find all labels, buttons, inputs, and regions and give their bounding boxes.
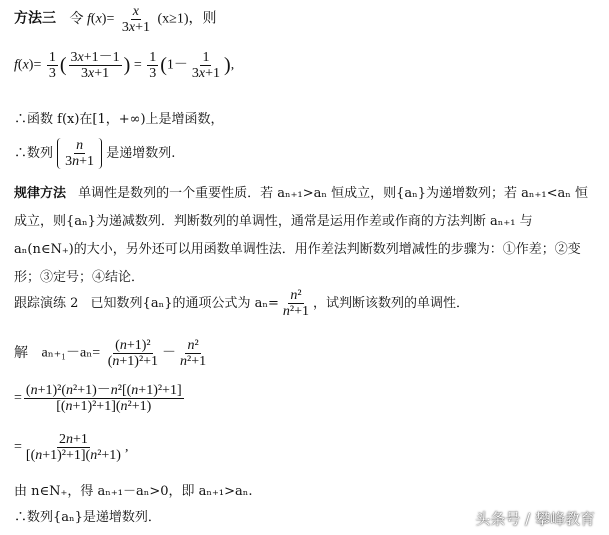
fraction-1-over-3x1: $\frac{1}{3x+1}$: [191, 50, 221, 81]
method3-line: 方法三 令 f(x)= $\frac{x}{3x+1}$ (x≥1)，则: [14, 4, 217, 35]
solution-line-1: 解 aₙ₊₁－aₙ= $\frac{\text{(n+1)²}}{\text{(n+1)²+1}}$ － $\frac{\text{n²}}{\text{n²+1}}$: [14, 338, 207, 369]
rule-text: 单调性是数列的一个重要性质．若 aₙ₊₁>aₙ 恒成立，则{aₙ}为递增数列；若 aₙ₊₁<aₙ 恒成立，则{aₙ}为递减数列．判断数列的单调性，通常是运用作差或作商的方法判断 aₙ₊₁ 与 aₙ(n∈N₊)的大小，另外还可以用函数单调性法．用作差法判断数列增减性的步骤为：①作差；②变形；③定号；④结论．: [14, 186, 589, 285]
fraction-one-third-2: $\frac{1}{3}$: [149, 50, 157, 81]
practice-line: 跟踪演练 2 已知数列{aₙ}的通项公式为 aₙ= $\frac{\text{n²}}{\text{n²+1}}$ ，试判断该数列的单调性．: [14, 288, 469, 319]
increasing-function-line: ∴函数 f(x)在[1，+∞)上是增函数，: [14, 112, 224, 127]
increasing-sequence-line: ∴数列 $\frac{n}{3n+1}$ 是递增数列.: [14, 138, 176, 169]
fraction-one-third: $\frac{1}{3}$: [48, 50, 56, 81]
fraction-nsq: $\frac{\text{n²}}{\text{n²+1}}$: [180, 338, 207, 369]
solution-label: 解: [14, 345, 28, 361]
fraction-n2-over-n2p1: $\frac{\text{n²}}{\text{n²+1}}$: [282, 288, 309, 319]
fx-symbol: f: [87, 11, 91, 27]
rule-title: 规律方法: [14, 186, 67, 201]
fraction-n1sq: $\frac{\text{(n+1)²}}{\text{(n+1)²+1}}$: [107, 338, 159, 369]
rule-paragraph: [14, 180, 594, 292]
method3-cond: (x≥1)，则: [157, 11, 217, 27]
fx-expansion-line: f(x)= $\frac{1}{3}$ ( $\frac{3x+1-1}{3x+1}$ ) = $\frac{1}{3}$ (1－ $\frac{1}{3x+1}$ ),: [14, 50, 235, 81]
fraction-result: $\frac{2n+1}{\text{[(n+1)²+1](n²+1)}}$: [25, 432, 121, 463]
practice-title: 跟踪演练 2: [14, 296, 79, 311]
solution-line-3: = $\frac{2n+1}{\text{[(n+1)²+1](n²+1)}}$ ,: [14, 432, 129, 463]
method3-label: 方法三: [14, 11, 56, 27]
sequence-braces: $\frac{n}{3n+1}$: [57, 138, 102, 169]
conclusion-line-2: ∴数列{aₙ}是递增数列．: [14, 510, 161, 525]
fraction-x-over-3x1: $\frac{x}{3x+1}$: [121, 4, 150, 35]
method3-let: 令: [69, 11, 84, 27]
solution-line-2: = $\frac{\text{(n+1)²(n²+1)－n²[(n+1)²+1]}}{\text{[(n+1)²+1](n²+1)}}$: [14, 383, 182, 414]
fraction-3x1-minus1: $\frac{3x+1-1}{3x+1}$: [70, 50, 120, 81]
watermark-text: 头条号 / 攀峰教育: [475, 510, 595, 528]
fraction-combined: $\frac{\text{(n+1)²(n²+1)－n²[(n+1)²+1]}}{\text{[(n+1)²+1](n²+1)}}$: [25, 383, 182, 414]
conclusion-line-1: 由 n∈N₊，得 aₙ₊₁－aₙ>0，即 aₙ₊₁>aₙ.: [14, 484, 253, 499]
